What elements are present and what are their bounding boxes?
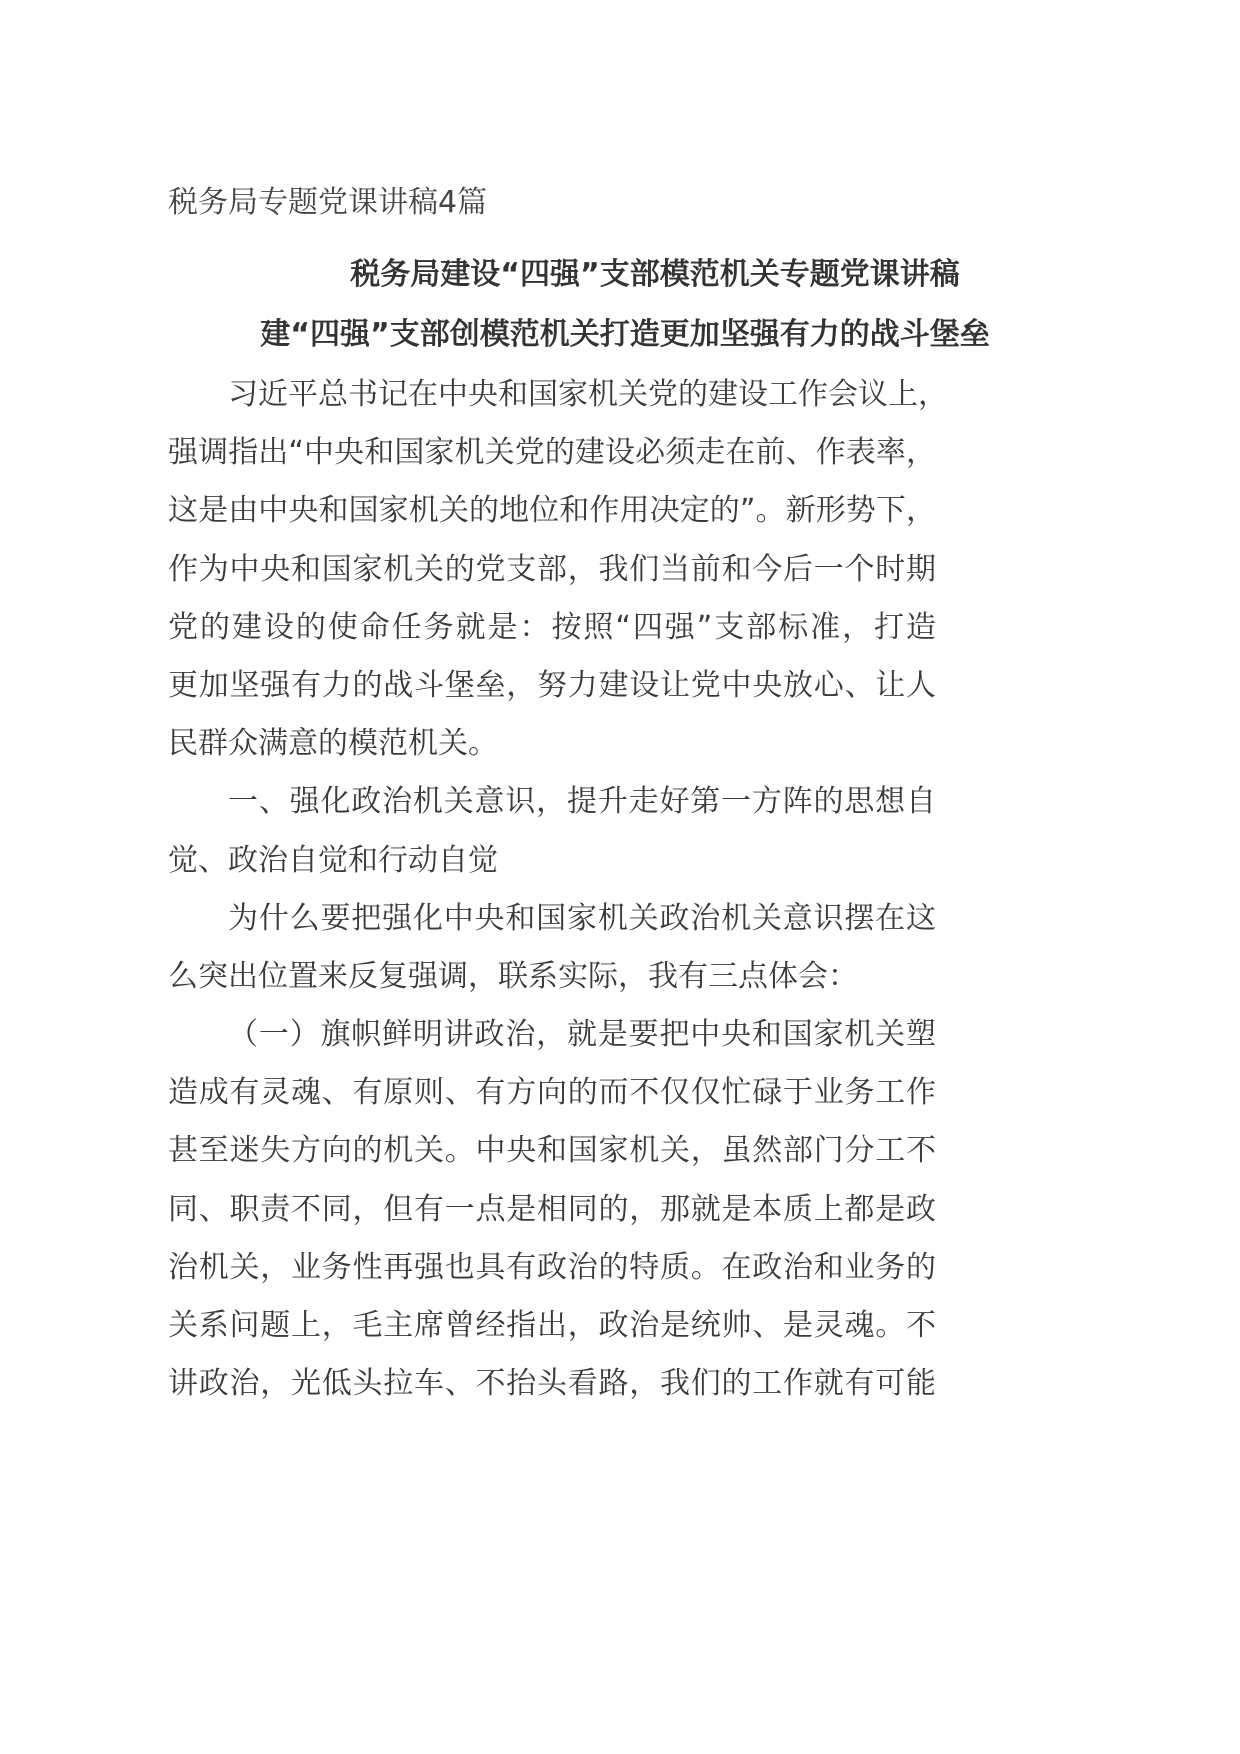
text-line: 讲政治，光低头拉车、不抬头看路，我们的工作就有可能 — [168, 1366, 936, 1402]
text-line: 民群众满意的模范机关。 — [168, 726, 498, 762]
text-line: 作为中央和国家机关的党支部，我们当前和今后一个时期 — [168, 551, 936, 587]
document-title: 税务局专题党课讲稿4篇 — [168, 185, 488, 220]
text-line: 么突出位置来反复强调，联系实际，我有三点体会： — [168, 958, 858, 994]
text-line: 同、职责不同，但有一点是相同的，那就是本质上都是政 — [168, 1191, 936, 1227]
document-heading: 税务局建设“四强”支部模范机关专题党课讲稿 — [350, 257, 960, 292]
text-line: 甚至迷失方向的机关。中央和国家机关，虽然部门分工不 — [168, 1133, 936, 1169]
text-line: 党的建设的使命任务就是：按照“四强”支部标准，打造 — [168, 609, 936, 645]
document-subheading: 建“四强”支部创模范机关打造更加坚强有力的战斗堡垒 — [260, 317, 990, 352]
text-line: 更加坚强有力的战斗堡垒，努力建设让党中央放心、让人 — [168, 667, 936, 703]
text-line: 一、强化政治机关意识，提升走好第一方阵的思想自 — [228, 784, 936, 820]
text-line: 造成有灵魂、有原则、有方向的而不仅仅忙碌于业务工作 — [168, 1075, 936, 1111]
text-line: （一）旗帜鲜明讲政治，就是要把中央和国家机关塑 — [228, 1017, 936, 1053]
text-line: 治机关，业务性再强也具有政治的特质。在政治和业务的 — [168, 1249, 936, 1285]
text-line: 强调指出“中央和国家机关党的建设必须走在前、作表率， — [168, 435, 936, 471]
document-body — [168, 366, 948, 1413]
text-line: 习近平总书记在中央和国家机关党的建设工作会议上， — [228, 377, 948, 412]
text-line: 觉、政治自觉和行动自觉 — [168, 842, 498, 878]
text-line: 为什么要把强化中央和国家机关政治机关意识摆在这 — [228, 900, 936, 936]
text-line: 这是由中央和国家机关的地位和作用决定的”。新形势下， — [168, 493, 936, 529]
text-line: 关系问题上，毛主席曾经指出，政治是统帅、是灵魂。不 — [168, 1308, 936, 1343]
